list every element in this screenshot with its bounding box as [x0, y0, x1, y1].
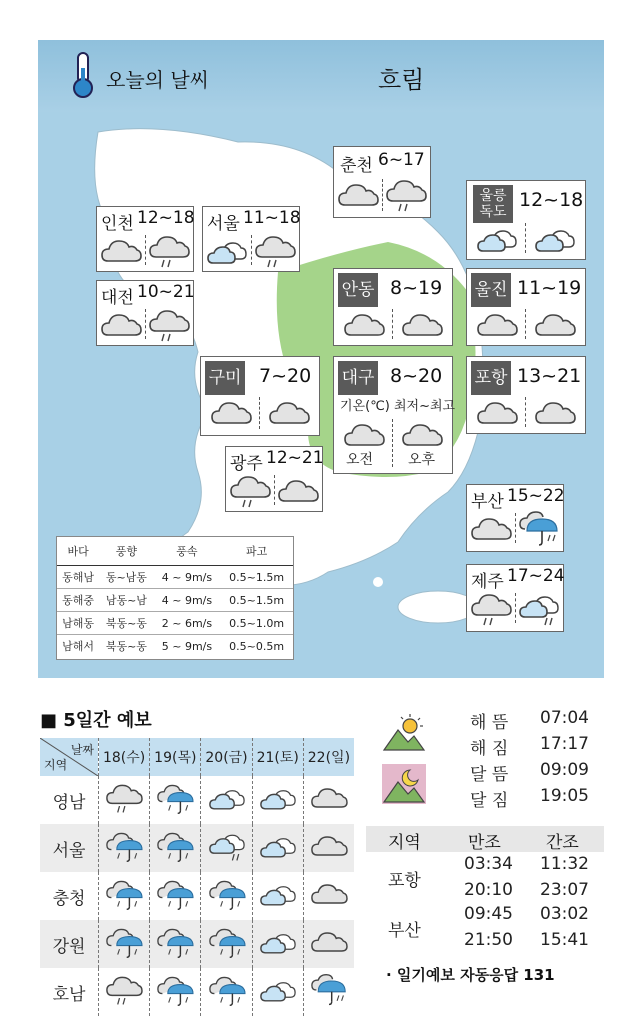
tide-region: 부산 — [388, 921, 421, 941]
tide-low: 03:02 — [540, 904, 589, 924]
city-card-chuncheon — [333, 146, 431, 218]
tide-header-low: 간조 — [546, 833, 579, 853]
corner-region-label: 지역 — [44, 758, 68, 772]
sea-cell: 남해동 — [57, 612, 99, 635]
forecast-day: 22(일) — [303, 738, 354, 776]
umbrella-cloud-icon — [104, 876, 144, 912]
city-temp: 11~19 — [517, 277, 582, 299]
cloud-icon — [276, 471, 320, 511]
city-name: 서울 — [207, 214, 240, 234]
cloud-icon — [533, 393, 577, 433]
city-card-uljin — [466, 268, 586, 346]
page-title: 오늘의 날씨 — [106, 68, 209, 92]
moonrise-time: 09:09 — [540, 760, 589, 780]
tide-high: 21:50 — [464, 930, 513, 950]
forecast-day: 18(수) — [99, 738, 150, 776]
partly-cloudy-icon — [258, 876, 298, 912]
city-card-jeju — [466, 564, 564, 632]
region-name: 서울 — [40, 824, 99, 872]
cloud-icon — [336, 175, 380, 215]
legend-am: 오전 — [346, 452, 374, 468]
sea-cell: 0.5~1.5m — [220, 589, 293, 612]
partly-cloudy-icon — [207, 780, 247, 816]
city-temp: 12~21 — [266, 448, 324, 468]
umbrella-cloud-icon — [155, 876, 195, 912]
sea-cell: 북동~동 — [99, 612, 153, 635]
legend-temp-label: 기온(℃) 최저~최고 — [340, 399, 456, 414]
cloud-icon — [99, 305, 143, 345]
phone-info: · 일기예보 자동응답 131 — [386, 966, 555, 984]
rain-cloud-icon — [147, 305, 191, 345]
sea-header: 바다 — [57, 537, 99, 566]
forecast-day: 21(토) — [252, 738, 303, 776]
sunrise-time: 07:04 — [540, 708, 589, 728]
cloud-icon — [309, 924, 349, 960]
umbrella-cloud-icon — [155, 972, 195, 1008]
partly-cloudy-icon — [258, 828, 298, 864]
city-card-andong — [333, 268, 453, 346]
city-name: 안동 — [338, 273, 378, 307]
city-temp: 11~18 — [243, 208, 301, 228]
rain-cloud-icon — [104, 780, 144, 816]
city-name: 포항 — [471, 361, 511, 395]
city-card-ulleung — [466, 180, 586, 260]
rain-cloud-icon — [384, 175, 428, 215]
cloud-icon — [309, 780, 349, 816]
sea-conditions-table — [56, 536, 294, 660]
city-name: 대전 — [101, 288, 134, 308]
table-row — [57, 612, 293, 635]
cloud-icon — [469, 509, 513, 549]
city-name: 대구 — [338, 361, 378, 395]
sunrise-label: 해 뜸 — [470, 713, 509, 733]
cloud-icon — [400, 305, 444, 345]
umbrella-cloud-icon — [155, 780, 195, 816]
cloud-icon — [342, 305, 386, 345]
partly-cloudy-icon — [258, 924, 298, 960]
moonrise-icon — [382, 764, 426, 808]
umbrella-cloud-icon — [104, 924, 144, 960]
forecast-corner — [40, 738, 99, 776]
cloud-icon — [475, 305, 519, 345]
sea-cell: 동~남동 — [99, 566, 153, 589]
cloud-icon — [475, 393, 519, 433]
sunrise-icon — [382, 712, 426, 756]
sea-header: 풍속 — [154, 537, 221, 566]
city-card-busan — [466, 484, 564, 552]
tide-region: 포항 — [388, 871, 421, 891]
tide-high: 09:45 — [464, 904, 513, 924]
rain-cloud-icon — [253, 231, 297, 271]
sea-cell: 0.5~1.5m — [220, 566, 293, 589]
rain-cloud-icon — [147, 231, 191, 271]
sea-header: 풍향 — [99, 537, 153, 566]
city-card-daegu — [333, 356, 456, 474]
thermometer-icon — [68, 50, 98, 104]
forecast-row — [40, 920, 354, 968]
table-row — [57, 589, 293, 612]
cloud-icon — [99, 231, 143, 271]
city-card-pohang — [466, 356, 586, 434]
region-name: 호남 — [40, 968, 99, 1016]
rain-partly-cloudy-icon — [517, 589, 561, 629]
forecast-title: ■ 5일간 예보 — [40, 710, 152, 731]
city-name: 춘천 — [340, 156, 373, 176]
sea-header: 파고 — [220, 537, 293, 566]
city-name: 구미 — [205, 361, 245, 395]
tide-low: 15:41 — [540, 930, 589, 950]
sunset-time: 17:17 — [540, 734, 589, 754]
city-card-incheon — [96, 206, 194, 272]
sea-cell: 5 ~ 9m/s — [161, 639, 213, 653]
city-name: 광주 — [230, 454, 263, 474]
sea-cell: 4 ~ 9m/s — [154, 566, 221, 589]
city-temp: 12~18 — [519, 189, 584, 211]
partly-cloudy-icon — [258, 972, 298, 1008]
sunset-label: 해 짐 — [470, 739, 509, 759]
weather-condition: 흐림 — [378, 66, 425, 94]
city-card-gumi — [200, 356, 320, 436]
city-temp: 8~20 — [390, 365, 443, 387]
city-temp: 12~18 — [137, 208, 195, 228]
partly-cloudy-icon — [205, 231, 249, 271]
rain-cloud-icon — [104, 972, 144, 1008]
partly-cloudy-icon — [258, 780, 298, 816]
rain-cloud-icon — [228, 471, 272, 511]
sea-cell: 0.5~1.0m — [220, 612, 293, 635]
forecast-day: 19(목) — [150, 738, 201, 776]
sea-cell: 동해남 — [57, 566, 99, 589]
sea-cell: 남해서 — [62, 640, 95, 653]
region-name: 강원 — [40, 920, 99, 968]
forecast-row — [40, 824, 354, 872]
sea-cell: 0.5~0.5m — [229, 639, 285, 653]
partly-cloudy-icon — [533, 219, 577, 259]
sea-cell: 북동~동 — [105, 640, 147, 653]
forecast-row — [40, 872, 354, 920]
forecast-table — [40, 738, 354, 1016]
cloud-icon — [533, 305, 577, 345]
tide-header-region: 지역 — [388, 833, 421, 853]
city-card-gwangju — [225, 446, 323, 512]
city-name: 울릉 독도 — [473, 185, 513, 223]
umbrella-rain-icon — [517, 509, 561, 549]
umbrella-cloud-icon — [207, 924, 247, 960]
city-temp: 7~20 — [259, 365, 312, 387]
city-card-daejeon — [96, 280, 194, 346]
region-name: 영남 — [40, 776, 99, 824]
sea-cell: 2 ~ 6m/s — [154, 612, 221, 635]
umbrella-cloud-icon — [207, 972, 247, 1008]
tide-low: 23:07 — [540, 880, 589, 900]
rain-cloud-icon — [469, 589, 513, 629]
city-name: 부산 — [471, 492, 504, 512]
moonrise-label: 달 뜸 — [470, 765, 509, 785]
city-temp: 17~24 — [507, 566, 565, 586]
umbrella-cloud-icon — [155, 924, 195, 960]
city-name: 인천 — [101, 214, 134, 234]
partly-cloudy-icon — [475, 219, 519, 259]
cloud-icon — [209, 393, 253, 433]
city-temp: 13~21 — [517, 365, 582, 387]
sea-cell: 동해중 — [57, 589, 99, 612]
moonset-time: 19:05 — [540, 786, 589, 806]
tide-header-high: 만조 — [468, 833, 501, 853]
tide-high: 20:10 — [464, 880, 513, 900]
city-card-seoul — [202, 206, 300, 272]
table-row — [57, 635, 293, 658]
city-temp: 15~22 — [507, 486, 565, 506]
region-name: 충청 — [40, 872, 99, 920]
cloud-icon — [309, 876, 349, 912]
rain-partly-cloudy-icon — [207, 828, 247, 864]
city-name: 울진 — [471, 273, 511, 307]
sea-cell: 남동~남 — [99, 589, 153, 612]
umbrella-cloud-icon — [104, 828, 144, 864]
city-temp: 6~17 — [378, 150, 425, 170]
city-temp: 8~19 — [390, 277, 443, 299]
corner-date-label: 날짜 — [70, 743, 94, 757]
cloud-icon — [267, 393, 311, 433]
sea-cell: 4 ~ 9m/s — [154, 589, 221, 612]
umbrella-cloud-icon — [155, 828, 195, 864]
city-temp: 10~21 — [137, 282, 195, 302]
tide-high: 03:34 — [464, 854, 513, 874]
tide-low: 11:32 — [540, 854, 589, 874]
cloud-icon — [309, 828, 349, 864]
forecast-row — [40, 968, 354, 1016]
table-row — [57, 566, 293, 589]
umbrella-cloud-icon — [207, 876, 247, 912]
forecast-day: 20(금) — [201, 738, 252, 776]
forecast-row — [40, 776, 354, 824]
legend-pm: 오후 — [408, 452, 436, 468]
umbrella-rain-icon — [309, 972, 349, 1008]
city-name: 제주 — [471, 572, 504, 592]
moonset-label: 달 짐 — [470, 791, 509, 811]
